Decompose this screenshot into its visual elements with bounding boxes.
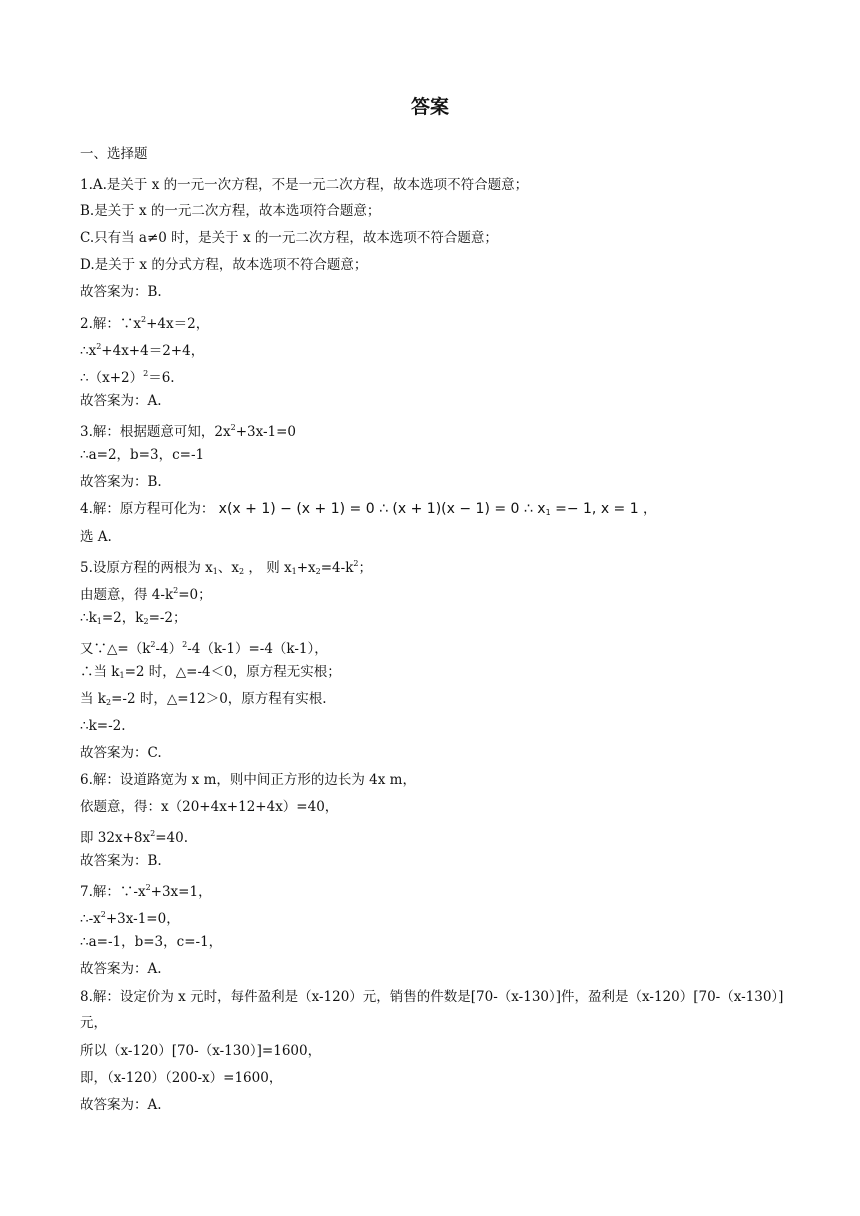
- answer-line: 故答案为：B.: [80, 853, 162, 869]
- answer-line: $\therefore-x^2+3x-1=0$，: [80, 910, 180, 927]
- answer-line: ∴a=2，b=3，c=-1: [80, 447, 205, 463]
- answer-line: 5.设原方程的两根为 $x_1$、$x_2$ ， 则 $x_1+x_2=4-k^2$；: [80, 559, 372, 576]
- page-title: 答案: [410, 96, 449, 118]
- answer-line: 所以（x-120）[70-（x-130）]=1600，: [80, 1043, 322, 1059]
- answer-line: 当 $k_2=-2$ 时，△=12＞0，原方程有实根.: [80, 691, 327, 707]
- answer-line: 依题意，得：x（20+4x+12+4x）=40，: [80, 799, 339, 815]
- answer-line: 故答案为：B.: [80, 284, 162, 300]
- answer-line: 故答案为：A.: [80, 961, 162, 977]
- answer-line: 故答案为：A.: [80, 393, 162, 409]
- answer-line: 6.解：设道路宽为 x m，则中间正方形的边长为 4x m，: [80, 772, 416, 788]
- answer-line: B.是关于 x 的一元二次方程，故本选项符合题意；: [80, 203, 381, 219]
- answer-line: 8.解：设定价为 x 元时，每件盈利是（x-120）元，销售的件数是[70-（x-130）]件，盈利是（x-120）[70-（x-130）]元，: [80, 989, 784, 1031]
- answer-line: 由题意，得 $4-k^2=0$；: [80, 586, 212, 603]
- answer-line: 故答案为：A.: [80, 1097, 162, 1113]
- answer-line: ∴a=-1，b=3，c=-1，: [80, 934, 223, 950]
- answer-line: 即，（x-120）（200-x）=1600，: [80, 1070, 283, 1086]
- answer-line: 即 $32x+8x^2=40$.: [80, 829, 188, 846]
- answer-line: ∴当 $k_1=2$ 时，△=-4＜0，原方程无实根；: [80, 664, 341, 680]
- answer-line: 2.解：$\because x^2+4x=2$，: [80, 315, 210, 332]
- answer-line: $\therefore x^2+4x+4=2+4$，: [80, 342, 205, 359]
- answer-line: 7.解：$\because-x^2+3x=1$，: [80, 883, 212, 900]
- answer-line: 选 A.: [80, 529, 112, 545]
- answer-line: 故答案为：C.: [80, 745, 162, 761]
- answer-line: 4.解：原方程可化为： x(x + 1) − (x + 1) = 0 ∴ (x + 1)(x − 1) = 0 ∴ $x_1 =- 1$, x = 1 ，: [80, 501, 657, 517]
- section-heading: 一、选择题: [80, 146, 148, 162]
- answer-line: 又$\because\triangle=(k^2-4)^2-4(k-1)=-4(k-1)$，: [80, 640, 328, 657]
- answer-line: 1.A.是关于 x 的一元一次方程，不是一元二次方程，故本选项不符合题意；: [80, 177, 529, 193]
- answer-line: $\therefore k_1=2$，$k_2=-2$；: [80, 610, 187, 626]
- answer-line: 3.解：根据题意可知，$2x^2+3x-1=0$: [80, 423, 297, 440]
- answer-line: 故答案为：B.: [80, 474, 162, 490]
- answer-line: ∴k=-2.: [80, 718, 126, 734]
- answer-line: D.是关于 x 的分式方程，故本选项不符合题意；: [80, 257, 368, 273]
- answer-line: C.只有当 a≠0 时，是关于 x 的一元二次方程，故本选项不符合题意；: [80, 230, 498, 246]
- answer-line: $\therefore(x+2)^2=6$.: [80, 369, 175, 386]
